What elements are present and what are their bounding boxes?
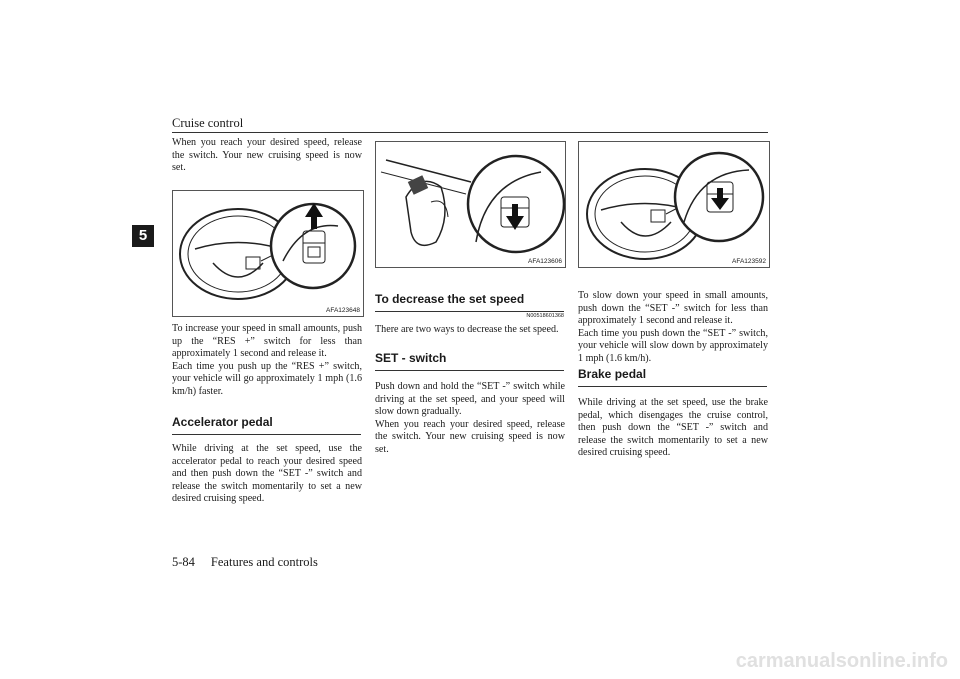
figure-set-minus-switch — [375, 141, 566, 268]
col1-para2: To increase your speed in small amounts, push up the “RES +” switch for less than approximately 1 second and release it. — [172, 323, 362, 359]
col1-para3: Each time you push up the “RES +” switch, your vehicle will go approximately 1 mph (1.6 km/h) faster. — [172, 360, 362, 397]
page-number: 5-84 — [172, 555, 195, 569]
header-divider — [172, 132, 768, 133]
section-heading-set-switch: SET - switch — [375, 351, 564, 371]
col1-para4: While driving at the set speed, use the accelerator pedal to reach your desired speed and then push down the “SET -” switch and release the switch momentarily to set a new desired cruising speed. — [172, 443, 362, 504]
col2-body — [375, 381, 565, 456]
col2-para3: When you reach your desired speed, release the switch. Your new cruising speed is now set. — [375, 418, 565, 455]
col2-para2: Push down and hold the “SET -” switch while driving at the set speed, and your speed will slow down gradually. — [375, 381, 565, 417]
col3-para3: While driving at the set speed, use the brake pedal, which disengages the cruise control, then push down the “SET -” switch and release the switch momentarily to set a new desired cruising speed. — [578, 397, 768, 458]
figure-code: AFA123606 — [528, 258, 562, 265]
col1-para1: When you reach your desired speed, release the switch. Your new cruising speed is now set. — [172, 137, 362, 173]
page-footer — [172, 555, 334, 570]
figure-code: AFA123592 — [732, 258, 766, 265]
col3-para2: Each time you push down the “SET -” switch, your vehicle will slow down by approximately 1 mph (1.6 km/h). — [578, 327, 768, 364]
chapter-tab: 5 — [132, 225, 154, 247]
page-header-title: Cruise control — [172, 116, 244, 130]
document-code: N00518601368 — [526, 313, 564, 319]
figure-res-plus-switch — [172, 190, 364, 317]
col2-para1: There are two ways to decrease the set speed. — [375, 324, 559, 335]
section-heading-decrease: To decrease the set speed — [375, 292, 564, 312]
figure-code: AFA123648 — [326, 307, 360, 314]
figure-set-minus-wheel — [578, 141, 770, 268]
section-heading-accelerator: Accelerator pedal — [172, 415, 361, 435]
col1-body — [172, 323, 362, 398]
watermark: carmanualsonline.info — [735, 650, 948, 672]
col3-body-1 — [578, 290, 768, 365]
section-heading-brake: Brake pedal — [578, 367, 767, 387]
footer-section: Features and controls — [210, 555, 318, 569]
col3-para1: To slow down your speed in small amounts, push down the “SET -” switch for less than approximately 1 second and release it. — [578, 290, 768, 326]
